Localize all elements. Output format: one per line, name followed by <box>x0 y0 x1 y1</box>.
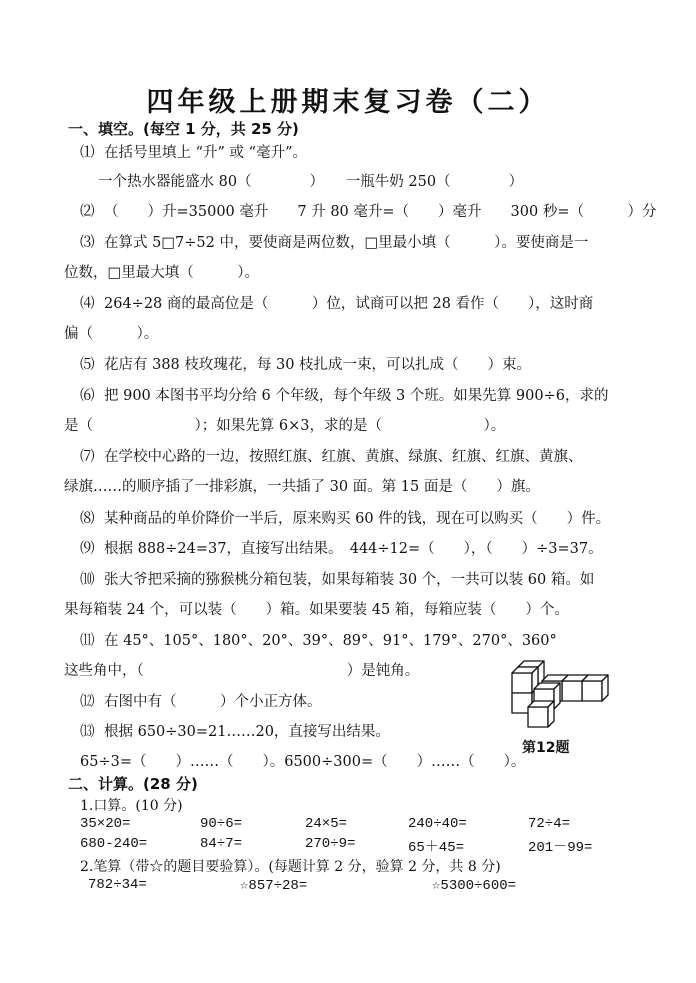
q-number: ⑹ <box>80 388 95 404</box>
q-text: （ ）升=35000 毫升 7 升 80 毫升=（ ）毫升 300 秒=（ ）分 <box>104 204 657 220</box>
calc-item: 201－99= <box>528 840 593 856</box>
written-calc-heading: 2.笔算（带☆的题目要验算）。(每题计算 2 分，验算 2 分，共 8 分) <box>80 859 501 875</box>
section2-heading: 二、计算。(28 分) <box>68 775 198 793</box>
q-number: ⑽ <box>80 572 95 588</box>
cube-icon <box>582 675 608 701</box>
q11-cont-line <box>64 659 419 680</box>
q-text: 是（ ）；如果先算 6×3，求的是（ ）。 <box>64 418 506 434</box>
q10-cont-line <box>64 598 569 619</box>
q-number: ⑷ <box>80 296 95 312</box>
q10-line <box>80 568 594 589</box>
q-text: 把 900 本图书平均分给 6 个年级，每个年级 3 个班。如果先算 900÷6，求的 <box>104 388 609 404</box>
q-text: 一个热水器能盛水 80（ ） 一瓶牛奶 250（ ） <box>98 174 524 190</box>
q12-line <box>80 690 322 711</box>
calc-item: 72÷4= <box>528 816 571 832</box>
q-text: 65÷3=（ ）……（ ）。6500÷300=（ ）……（ ）。 <box>80 754 526 770</box>
q7-cont-line <box>64 475 540 496</box>
q5-line <box>80 353 531 374</box>
q-text: 在算式 5□7÷52 中，要使商是两位数，□里最小填（ ）。要使商是一 <box>104 235 589 251</box>
q-number: ⑼ <box>80 541 95 557</box>
calc-item: ☆5300÷600= <box>432 878 517 894</box>
q-text: 在 45°、105°、180°、20°、39°、89°、91°、179°、270°、360° <box>104 633 557 649</box>
q7-line <box>80 445 583 466</box>
q-number: ⑾ <box>80 633 95 649</box>
calc-item: 782÷34= <box>88 877 147 893</box>
q-text: 根据 650÷30=21……20，直接写出结果。 <box>104 724 390 740</box>
q-number: ⑵ <box>80 204 95 220</box>
figure-caption: 第12题 <box>522 740 570 756</box>
q2-line <box>80 200 656 221</box>
q13-cont-line <box>80 750 525 771</box>
q6-line <box>80 384 608 405</box>
q-text: 绿旗……的顺序插了一排彩旗，一共插了 30 面。第 15 面是（ ）旗。 <box>64 479 540 495</box>
q-text: 偏（ ）。 <box>64 326 159 342</box>
calc-item: 35×20= <box>80 816 131 832</box>
q-number: ⑺ <box>80 449 95 465</box>
q-text: 某种商品的单价降价一半后，原来购买 60 件的钱，现在可以购买（ ）件。 <box>104 511 611 527</box>
calc-item: 65＋45= <box>408 840 465 856</box>
q3-cont-line <box>64 261 259 282</box>
q1-sub-line <box>98 170 523 191</box>
q13-line <box>80 720 390 741</box>
q-text: 根据 888÷24=37，直接写出结果。 444÷12=（ ），（ ）÷3=37。 <box>104 541 603 557</box>
q11-line <box>80 629 557 650</box>
q1-line <box>80 141 307 162</box>
q-number: ⑶ <box>80 235 95 251</box>
calc-item: 240÷40= <box>408 816 467 832</box>
calc-item: 90÷6= <box>200 816 243 832</box>
q8-line <box>80 507 610 528</box>
section1-heading: 一、填空。(每空 1 分，共 25 分) <box>68 120 299 138</box>
q-number: ⑻ <box>80 511 95 527</box>
q-text: 在括号里填上 “升” 或 “毫升”。 <box>104 145 307 161</box>
q9-line <box>80 537 603 558</box>
q-text: 右图中有（ ）个小正方体。 <box>104 694 322 710</box>
cube-stack-figure <box>500 655 612 735</box>
q-text: 264÷28 商的最高位是（ ）位，试商可以把 28 看作（ ），这时商 <box>104 296 594 312</box>
oral-calc-heading: 1.口算。(10 分) <box>80 798 183 814</box>
q6-cont-line <box>64 414 505 435</box>
calc-item: 84÷7= <box>200 836 243 852</box>
cube-icon <box>528 701 554 727</box>
q-text: 这些角中，（ ）是钝角。 <box>64 663 420 679</box>
calc-item: 270÷9= <box>305 836 356 852</box>
q-number: ⑴ <box>80 145 95 161</box>
calc-item: 24×5= <box>305 816 348 832</box>
q-text: 位数，□里最大填（ ）。 <box>64 265 259 281</box>
q-number: ⒀ <box>80 724 95 740</box>
q3-line <box>80 231 588 252</box>
q4-cont-line <box>64 322 158 343</box>
calc-item: 680-240= <box>80 836 148 852</box>
q-text: 张大爷把采摘的猕猴桃分箱包装，如果每箱装 30 个，一共可以装 60 箱。如 <box>104 572 595 588</box>
calc-item: ☆857÷28= <box>240 878 308 894</box>
q-number: ⑿ <box>80 694 95 710</box>
page-title: 四年级上册期末复习卷（二） <box>146 87 550 118</box>
q-number: ⑸ <box>80 357 95 373</box>
q-text: 花店有 388 枝玫瑰花，每 30 枝扎成一束，可以扎成（ ）束。 <box>104 357 532 373</box>
q4-line <box>80 292 593 313</box>
q-text: 在学校中心路的一边，按照红旗、红旗、黄旗、绿旗、红旗、红旗、黄旗、 <box>104 449 583 465</box>
q-text: 果每箱装 24 个，可以装（ ）箱。如果要装 45 箱，每箱应装（ ）个。 <box>64 602 569 618</box>
